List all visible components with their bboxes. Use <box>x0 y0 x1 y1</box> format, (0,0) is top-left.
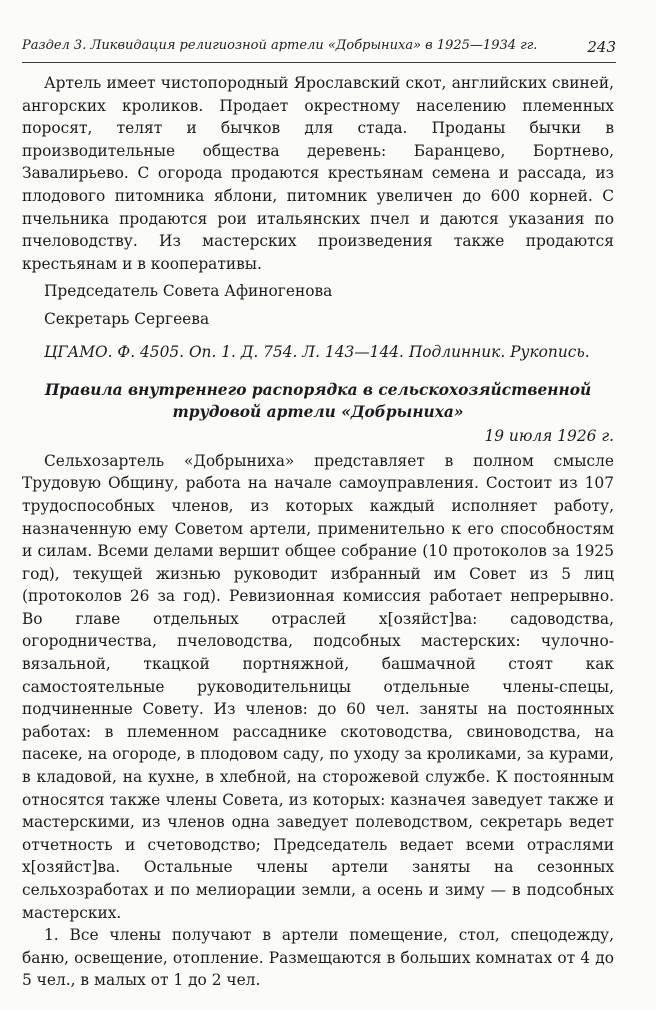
main-paragraph: Сельхозартель «Добрыниха» представляет в полном смысле Трудовую Общину, работа на начале самоуправления. Состоит из 107 трудоспособных членов, из которых каждый исполняет работу, назначенную ему Советом артели, применительно к его способностям и силам. Всеми делами вершит общее собрание (10 протоколов за 1925 год), текущей жизнью руководит избранный им Совет из 5 лиц (протоколов 26 за год). Ревизионная комиссия работает непрерывно. Во главе отдельных отраслей х[озяйст]ва: садоводства, огородничества, пчеловодства, подсобных мастерских: чулочно-вязальной, ткацкой портняжной, башмачной стоят как самостоятельные руководительницы отдельные члены-спецы, подчиненные Совету. Из членов: до 60 чел. заняты на постоянных работах: в племенном рассаднике скотоводства, свиноводства, на пасеке, на огороде, в плодовом саду, по уходу за кроликами, за курами, в кладовой, на кухне, в хлебной, на сторожевой службе. К постоянным относятся также члены Совета, из которых: казначея заведует также и мастерскими, из членов одна заведует полеводством, секретарь ведет отчетность и счетоводство; Председатель ведает всеми отраслями х[озяйст]ва. Остальные члены артели заняты на сезонных сельхозработах и по мелиорации земли, а осень и зиму — в подсобных мастерских. <box>22 451 614 922</box>
chairman-signature: Председатель Совета Афиногенова <box>44 282 333 301</box>
page-body <box>22 72 614 992</box>
archive-reference: ЦГАМО. Ф. 4505. Оп. 1. Д. 754. Л. 143—144. Подлинник. Рукопись. <box>44 342 590 361</box>
rule-1-paragraph: 1. Все члены получают в артели помещение, стол, спецодежду, баню, освещение, отопление. Размещаются в больших комнатах от 4 до 5 чел., в малых от 1 до 2 чел. <box>22 926 614 990</box>
document-title: Правила внутреннего распорядка в сельскохозяйственной трудовой артели «Добрыниха» <box>44 381 592 422</box>
document-date: 19 июля 1926 г. <box>484 427 614 446</box>
intro-paragraph: Артель имеет чистопородный Ярославский скот, английских свиней, ангорских кроликов. Продает окрестному населению племенных поросят, телят и бычков для стада. Проданы бычки в производительные общества деревень: Баранцево, Бортнево, Завалирьево. С огорода продаются крестьянам семена и рассада, из плодового питомника яблони, питомник увеличен до 600 корней. С пчельника продаются рои итальянских пчел и даются указания по пчеловодству. Из мастерских произведения также продаются крестьянам и в кооперативы. <box>22 74 614 273</box>
page-number: 243 <box>587 38 616 56</box>
running-header <box>22 38 616 63</box>
running-title: Раздел 3. Ликвидация религиозной артели «Добрыниха» в 1925—1934 гг. <box>22 38 538 53</box>
secretary-signature: Секретарь Сергеева <box>44 309 210 328</box>
